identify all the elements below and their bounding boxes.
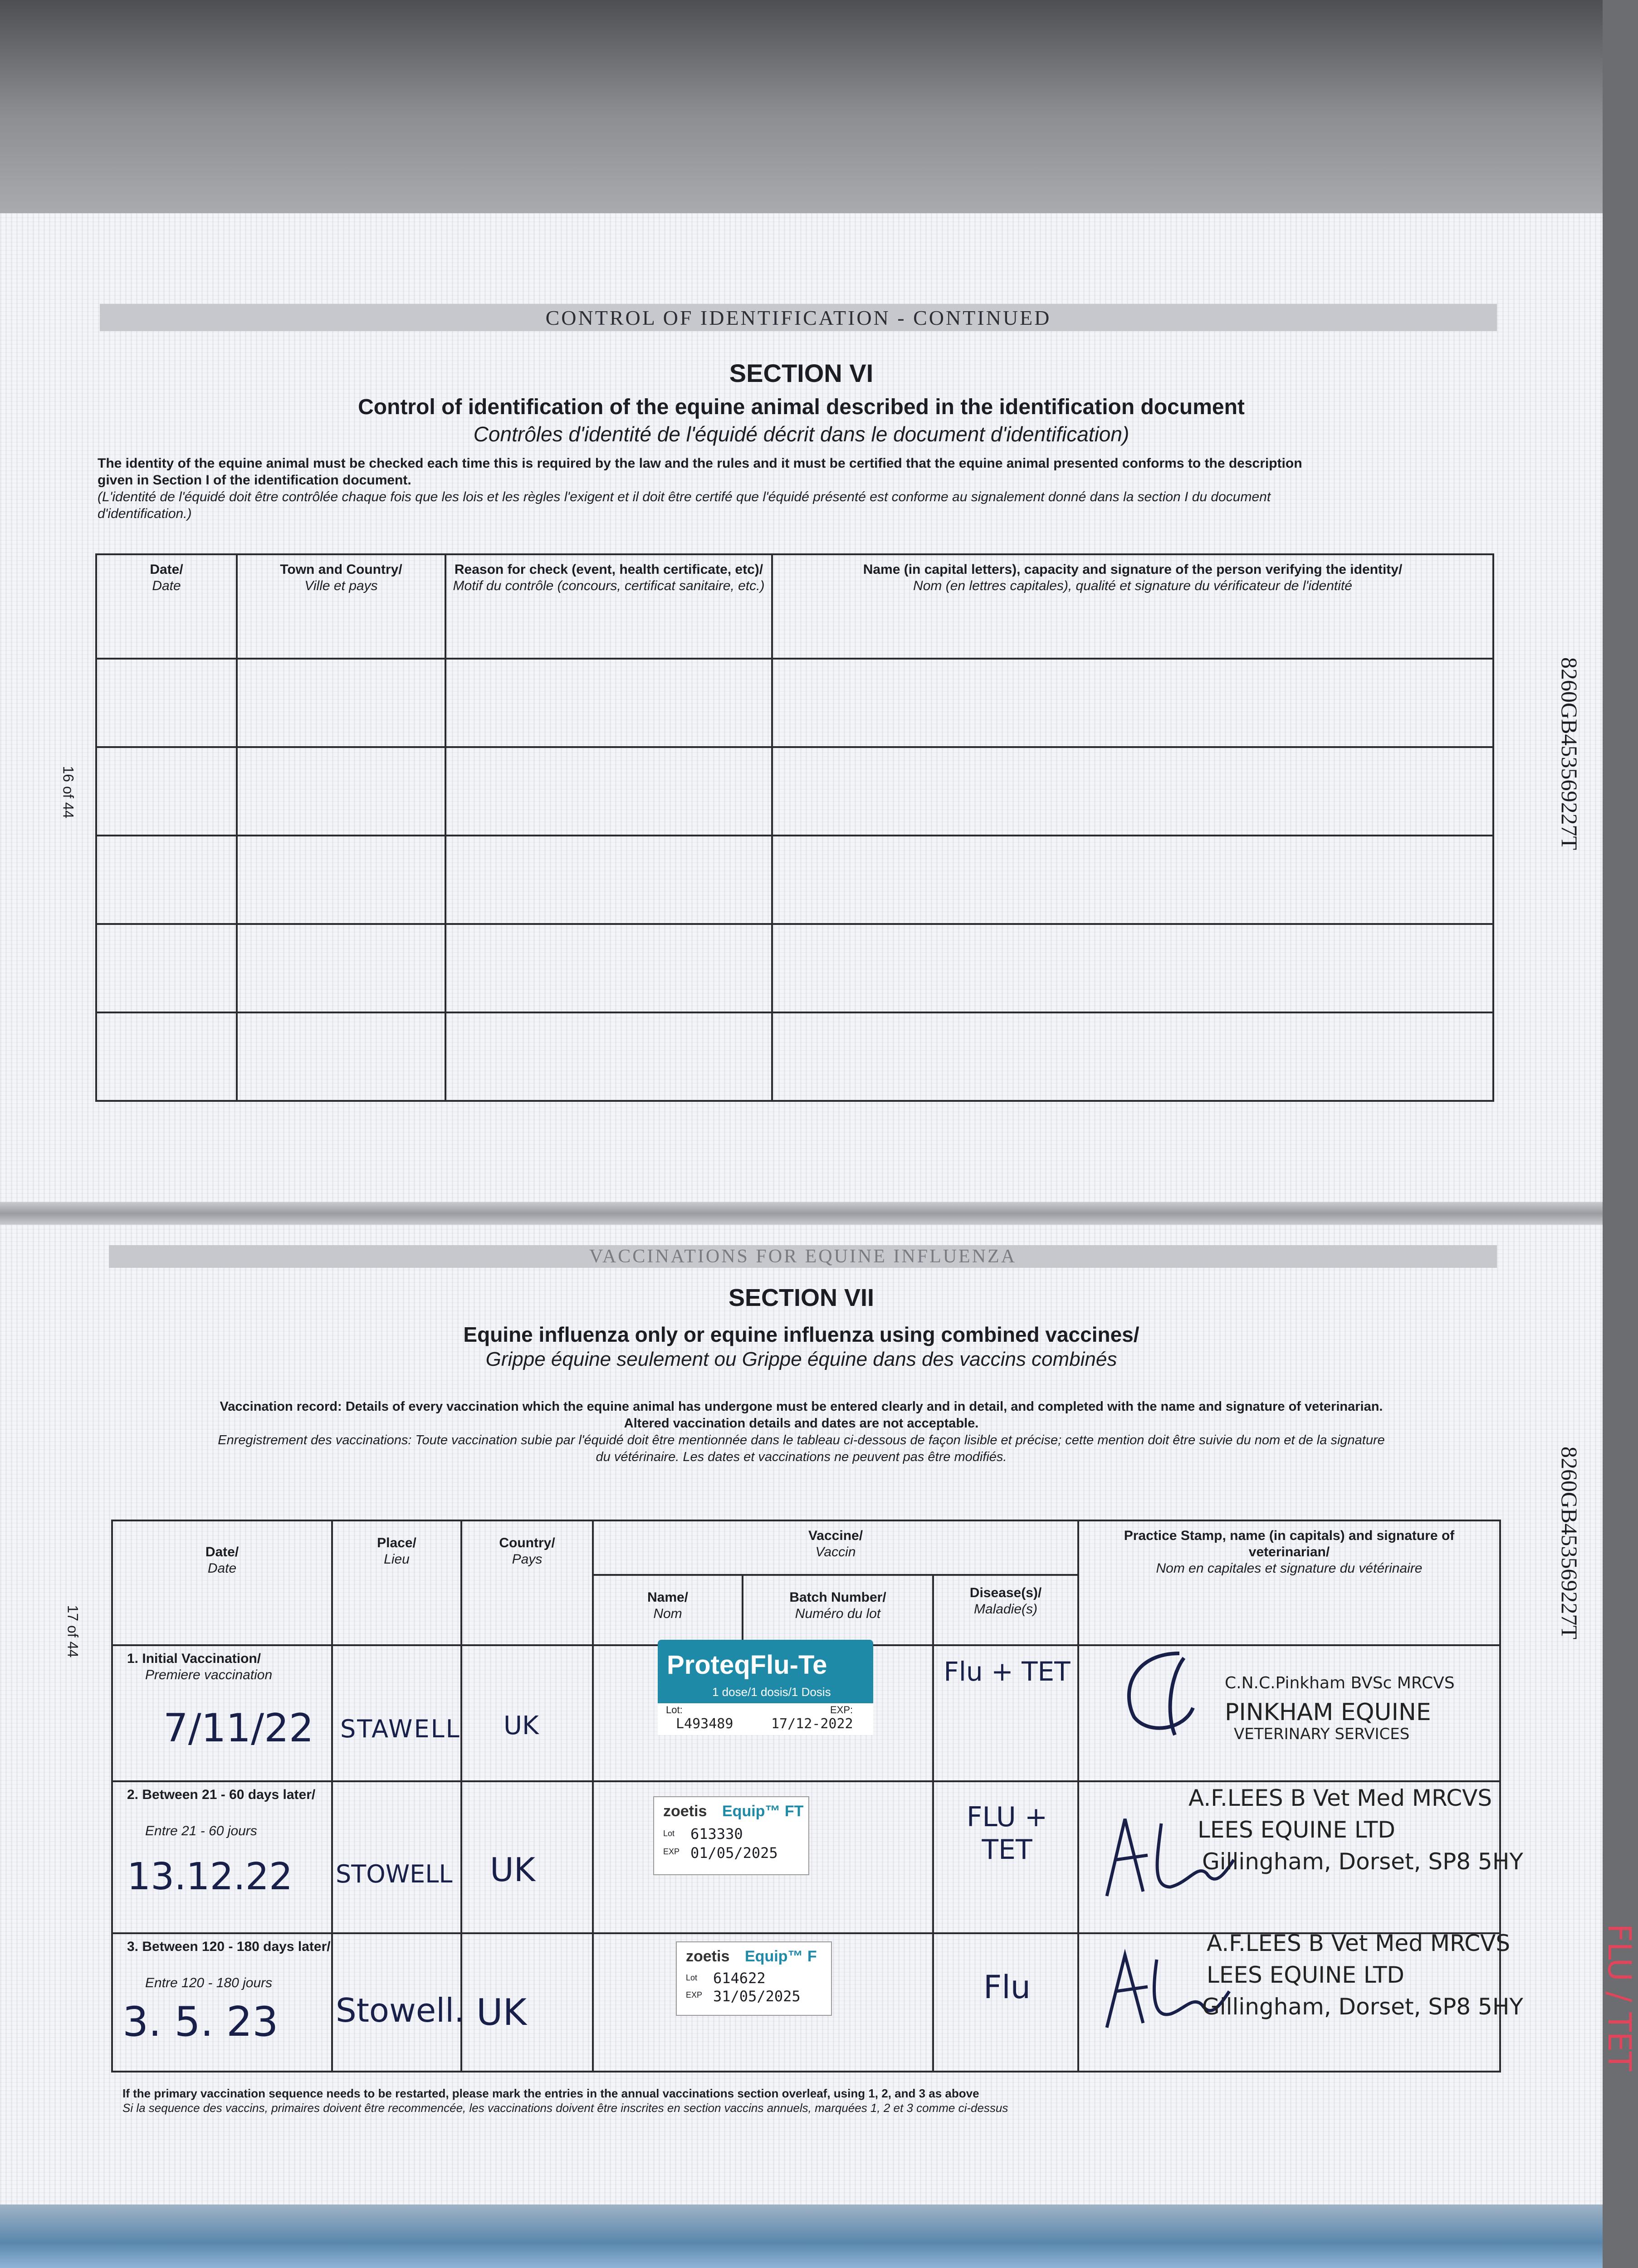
vaccination-date: 7/11/22 <box>163 1706 314 1751</box>
table-row <box>96 1012 1493 1101</box>
passport-id-number: 8260GB453569227T <box>1557 1447 1582 1639</box>
disease: Flu <box>983 1969 1031 2006</box>
vaccination-date: 13.12.22 <box>127 1855 293 1898</box>
section-band: VACCINATIONS FOR EQUINE INFLUENZA <box>109 1245 1497 1268</box>
intro-text-fr: Enregistrement des vaccinations: Toute vaccination subie par l'équidé doit être mentionnée dans le tableau ci-dessous de façon lisible et précise; cette mention doit être suivie du nom et de la signature <box>218 1433 1385 1447</box>
page-title: Control of identification of the equine animal described in the identification document <box>358 395 1245 419</box>
row-label: 1. Initial Vaccination/ <box>127 1651 261 1666</box>
table-row <box>96 747 1493 836</box>
vet-signature <box>1116 1649 1234 1740</box>
scan-top-shadow <box>0 0 1603 213</box>
table-row <box>96 924 1493 1012</box>
disease: Flu + TET <box>944 1656 1071 1687</box>
col-batch-number: Batch Number/ Numéro du lot <box>743 1575 933 1645</box>
intro-text: given in Section I of the identification document. <box>98 473 411 488</box>
vaccine-name: ProteqFlu-Te <box>667 1650 827 1680</box>
col-practice-stamp: Practice Stamp, name (in capitals) and signature of veterinarian/ Nom en capitales et signature du vétérinaire <box>1078 1520 1500 1645</box>
vaccination-country: UK <box>490 1851 535 1889</box>
vaccination-country: UK <box>504 1711 539 1740</box>
batch-number: L493489 <box>676 1716 733 1732</box>
batch-number: 614622 <box>713 1970 766 1987</box>
expiry-date: 01/05/2025 <box>690 1844 778 1862</box>
section-heading: SECTION VI <box>729 359 874 387</box>
stamp-practice: LEES EQUINE LTD <box>1198 1817 1395 1843</box>
stamp-practice: PINKHAM EQUINE <box>1225 1699 1431 1726</box>
col-country: Country/ Pays <box>461 1520 593 1645</box>
stamp-practice: LEES EQUINE LTD <box>1207 1962 1404 1988</box>
col-vaccine: Vaccine/ Vaccin <box>593 1520 1078 1575</box>
intro-text-fr: du vétérinaire. Les dates et vaccinations ne peuvent pas être modifiés. <box>596 1450 1007 1464</box>
col-town-country: Town and Country/ Ville et pays <box>237 554 445 659</box>
intro-text-fr: d'identification.) <box>98 506 192 521</box>
row-label: 2. Between 21 - 60 days later/ <box>127 1787 316 1802</box>
vaccine-maker: zoetis <box>663 1803 707 1820</box>
disease: FLU + TET <box>966 1801 1048 1866</box>
vaccination-place: STAWELL <box>340 1715 461 1743</box>
vaccine-dose: 1 dose/1 dosis/1 Dosis <box>712 1685 831 1699</box>
vaccine-sticker: zoetis Equip™ FT Lot EXP 613330 01/05/2025 <box>653 1796 809 1875</box>
row-label: 3. Between 120 - 180 days later/ <box>127 1939 331 1954</box>
col-diseases: Disease(s)/ Maladie(s) <box>933 1575 1078 1645</box>
table-row <box>96 659 1493 747</box>
row-label-fr: Premiere vaccination <box>145 1667 273 1682</box>
page-title: Equine influenza only or equine influenza using combined vaccines/ <box>463 1323 1139 1346</box>
table-row <box>96 836 1493 924</box>
page-title-fr: Grippe équine seulement ou Grippe équine dans des vaccins combinés <box>485 1348 1117 1370</box>
vaccination-place: Stowell. <box>336 1991 465 2029</box>
section-heading: SECTION VII <box>728 1284 875 1311</box>
col-vaccine-name: Name/ Nom <box>593 1575 743 1645</box>
vaccine-name: Equip™ FT <box>722 1803 804 1820</box>
vaccine-maker: zoetis <box>686 1948 730 1965</box>
vaccine-sticker: ProteqFlu-Te 1 dose/1 dosis/1 Dosis Lot: EXP: L493489 17/12-2022 <box>658 1640 873 1735</box>
vaccination-country: UK <box>476 1991 527 2033</box>
scan-bottom-shadow <box>0 2204 1603 2268</box>
intro-text-fr: (L'identité de l'équidé doit être contrôlée chaque fois que les lois et les règles l'exigent et il doit être certifé que l'équidé présenté est conforme au signalement donné dans la section I du document <box>98 489 1271 504</box>
page-17 <box>0 1225 1638 2214</box>
intro-text: Altered vaccination details and dates are not acceptable. <box>624 1416 979 1431</box>
stamp-practice-sub: VETERINARY SERVICES <box>1234 1725 1410 1743</box>
page-title-fr: Contrôles d'identité de l'équidé décrit dans le document d'identification) <box>473 422 1129 446</box>
col-date: Date/ Date <box>112 1520 332 1645</box>
page-16 <box>0 213 1603 1202</box>
identity-check-table <box>95 553 1494 1102</box>
vaccine-name: Equip™ F <box>745 1948 817 1965</box>
vaccination-date: 3. 5. 23 <box>122 1998 279 2046</box>
batch-number: 613330 <box>690 1825 743 1843</box>
stamp-address: Gillingham, Dorset, SP8 5HY <box>1202 1994 1523 2020</box>
col-date: Date/ Date <box>96 554 237 659</box>
page-number: 16 of 44 <box>60 766 77 819</box>
stamp-name: C.N.C.Pinkham BVSc MRCVS <box>1225 1674 1455 1692</box>
page-number: 17 of 44 <box>64 1605 81 1658</box>
passport-id-number: 8260GB453569227T <box>1557 657 1582 850</box>
row-label-fr: Entre 21 - 60 jours <box>145 1823 257 1838</box>
row-label-fr: Entre 120 - 180 jours <box>145 1975 273 1990</box>
footnote: If the primary vaccination sequence needs to be restarted, please mark the entries in the annual vaccinations section overleaf, using 1, 2, and 3 as above <box>122 2087 979 2100</box>
col-place: Place/ Lieu <box>332 1520 461 1645</box>
vaccination-place: STOWELL <box>336 1860 453 1888</box>
expiry-date: 17/12-2022 <box>771 1716 853 1732</box>
section-band: CONTROL OF IDENTIFICATION - CONTINUED <box>100 304 1497 331</box>
stamp-address: Gillingham, Dorset, SP8 5HY <box>1202 1848 1523 1875</box>
stamp-name: A.F.LEES B Vet Med MRCVS <box>1188 1785 1492 1811</box>
intro-text: Vaccination record: Details of every vaccination which the equine animal has undergone must be entered clearly and in detail, and completed with the name and signature of veterinarian. <box>220 1399 1383 1414</box>
margin-note: FLU / TET <box>1601 1924 1638 2071</box>
col-verifier: Name (in capital letters), capacity and signature of the person verifying the identity/ Nom (en lettres capitales), qualité et signature du vérificateur de l'identité <box>772 554 1493 659</box>
book-gutter <box>0 1202 1603 1225</box>
col-reason: Reason for check (event, health certificate, etc)/ Motif du contrôle (concours, certificat sanitaire, etc.) <box>445 554 772 659</box>
stamp-name: A.F.LEES B Vet Med MRCVS <box>1207 1930 1511 1956</box>
intro-text: The identity of the equine animal must be checked each time this is required by the law and the rules and it must be certified that the equine animal presented conforms to the description <box>98 456 1302 471</box>
expiry-date: 31/05/2025 <box>713 1988 801 2005</box>
table-header-row <box>96 554 1493 659</box>
vaccine-sticker: zoetis Equip™ F Lot EXP 614622 31/05/2025 <box>676 1941 832 2016</box>
footnote-fr: Si la sequence des vaccins, primaires doivent être recommencée, les vaccinations doivent être inscrites en section vaccins annuels, marquées 1, 2 et 3 comme ci-dessus <box>122 2101 1008 2115</box>
